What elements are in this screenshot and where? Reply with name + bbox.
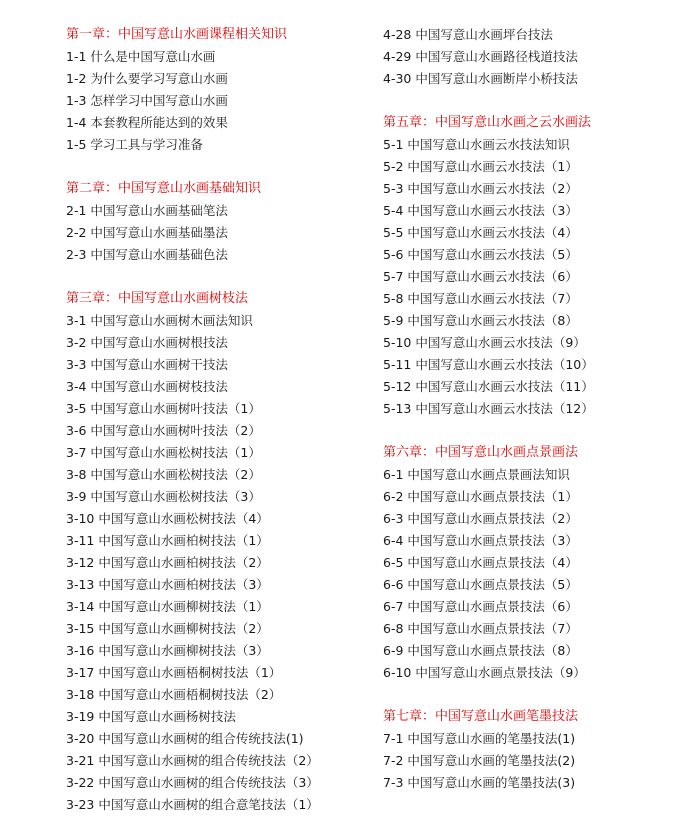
lesson-item: 6-6 中国写意山水画点景技法（5） xyxy=(383,577,578,592)
lesson-item: 6-3 中国写意山水画点景技法（2） xyxy=(383,511,578,526)
lesson-item: 3-16 中国写意山水画柳树技法（3） xyxy=(66,643,269,658)
lesson-item: 2-3 中国写意山水画基础色法 xyxy=(66,247,228,262)
lesson-item: 6-1 中国写意山水画点景画法知识 xyxy=(383,467,570,482)
lesson-item: 5-5 中国写意山水画云水技法（4） xyxy=(383,225,578,240)
lesson-item: 3-17 中国写意山水画梧桐树技法（1） xyxy=(66,665,282,680)
lesson-item: 6-10 中国写意山水画点景技法（9） xyxy=(383,665,586,680)
lesson-item: 5-12 中国写意山水画云水技法（11） xyxy=(383,379,594,394)
section-gap xyxy=(383,684,683,706)
lesson-item: 1-1 什么是中国写意山水画 xyxy=(66,49,216,64)
section-gap xyxy=(383,420,683,442)
right-column xyxy=(383,24,683,794)
lesson-item: 3-10 中国写意山水画松树技法（4） xyxy=(66,511,269,526)
lesson-item: 4-30 中国写意山水画断岸小桥技法 xyxy=(383,71,578,86)
lesson-item: 5-8 中国写意山水画云水技法（7） xyxy=(383,291,578,306)
lesson-item: 6-8 中国写意山水画点景技法（7） xyxy=(383,621,578,636)
lesson-item: 3-21 中国写意山水画树的组合传统技法（2） xyxy=(66,753,319,768)
left-column xyxy=(66,24,366,816)
lesson-item: 5-4 中国写意山水画云水技法（3） xyxy=(383,203,578,218)
chapter-heading: 第五章：中国写意山水画之云水画法 xyxy=(383,115,592,130)
lesson-item: 3-1 中国写意山水画树木画法知识 xyxy=(66,313,253,328)
lesson-item: 5-3 中国写意山水画云水技法（2） xyxy=(383,181,578,196)
lesson-item: 3-18 中国写意山水画梧桐树技法（2） xyxy=(66,687,282,702)
lesson-item: 3-5 中国写意山水画树叶技法（1） xyxy=(66,401,261,416)
lesson-item: 1-3 怎样学习中国写意山水画 xyxy=(66,93,228,108)
lesson-item: 3-15 中国写意山水画柳树技法（2） xyxy=(66,621,269,636)
lesson-item: 1-4 本套教程所能达到的效果 xyxy=(66,115,228,130)
lesson-item: 7-2 中国写意山水画的笔墨技法(2) xyxy=(383,753,576,768)
lesson-item: 5-6 中国写意山水画云水技法（5） xyxy=(383,247,578,262)
lesson-item: 6-7 中国写意山水画点景技法（6） xyxy=(383,599,578,614)
lesson-item: 6-5 中国写意山水画点景技法（4） xyxy=(383,555,578,570)
lesson-item: 3-13 中国写意山水画柏树技法（3） xyxy=(66,577,269,592)
lesson-item: 5-9 中国写意山水画云水技法（8） xyxy=(383,313,578,328)
lesson-item: 3-8 中国写意山水画松树技法（2） xyxy=(66,467,261,482)
lesson-item: 3-20 中国写意山水画树的组合传统技法(1) xyxy=(66,731,304,746)
chapter-heading: 第一章：中国写意山水画课程相关知识 xyxy=(66,27,288,42)
lesson-item: 5-13 中国写意山水画云水技法（12） xyxy=(383,401,594,416)
lesson-item: 3-22 中国写意山水画树的组合传统技法（3） xyxy=(66,775,319,790)
lesson-item: 5-7 中国写意山水画云水技法（6） xyxy=(383,269,578,284)
section-gap xyxy=(66,266,366,288)
lesson-item: 6-9 中国写意山水画点景技法（8） xyxy=(383,643,578,658)
lesson-item: 3-14 中国写意山水画柳树技法（1） xyxy=(66,599,269,614)
lesson-item: 3-7 中国写意山水画松树技法（1） xyxy=(66,445,261,460)
lesson-item: 3-9 中国写意山水画松树技法（3） xyxy=(66,489,261,504)
lesson-item: 1-2 为什么要学习写意山水画 xyxy=(66,71,228,86)
lesson-item: 3-23 中国写意山水画树的组合意笔技法（1） xyxy=(66,797,319,812)
lesson-item: 6-2 中国写意山水画点景技法（1） xyxy=(383,489,578,504)
lesson-item: 1-5 学习工具与学习准备 xyxy=(66,137,203,152)
lesson-item: 2-1 中国写意山水画基础笔法 xyxy=(66,203,228,218)
lesson-item: 4-28 中国写意山水画坪台技法 xyxy=(383,27,553,42)
lesson-item: 4-29 中国写意山水画路径栈道技法 xyxy=(383,49,578,64)
lesson-item: 3-3 中国写意山水画树干技法 xyxy=(66,357,228,372)
lesson-item: 3-4 中国写意山水画树枝技法 xyxy=(66,379,228,394)
lesson-item: 5-2 中国写意山水画云水技法（1） xyxy=(383,159,578,174)
chapter-heading: 第三章：中国写意山水画树枝法 xyxy=(66,291,249,306)
lesson-item: 3-12 中国写意山水画柏树技法（2） xyxy=(66,555,269,570)
lesson-item: 7-1 中国写意山水画的笔墨技法(1) xyxy=(383,731,576,746)
lesson-item: 5-10 中国写意山水画云水技法（9） xyxy=(383,335,586,350)
lesson-item: 3-11 中国写意山水画柏树技法（1） xyxy=(66,533,269,548)
lesson-item: 5-1 中国写意山水画云水技法知识 xyxy=(383,137,570,152)
lesson-item: 3-6 中国写意山水画树叶技法（2） xyxy=(66,423,261,438)
lesson-item: 3-19 中国写意山水画杨树技法 xyxy=(66,709,236,724)
chapter-heading: 第七章：中国写意山水画笔墨技法 xyxy=(383,709,579,724)
section-gap xyxy=(66,156,366,178)
lesson-item: 7-3 中国写意山水画的笔墨技法(3) xyxy=(383,775,576,790)
lesson-item: 5-11 中国写意山水画云水技法（10） xyxy=(383,357,594,372)
lesson-item: 3-2 中国写意山水画树根技法 xyxy=(66,335,228,350)
chapter-heading: 第六章：中国写意山水画点景画法 xyxy=(383,445,579,460)
section-gap xyxy=(383,90,683,112)
lesson-item: 2-2 中国写意山水画基础墨法 xyxy=(66,225,228,240)
chapter-heading: 第二章：中国写意山水画基础知识 xyxy=(66,181,262,196)
lesson-item: 6-4 中国写意山水画点景技法（3） xyxy=(383,533,578,548)
